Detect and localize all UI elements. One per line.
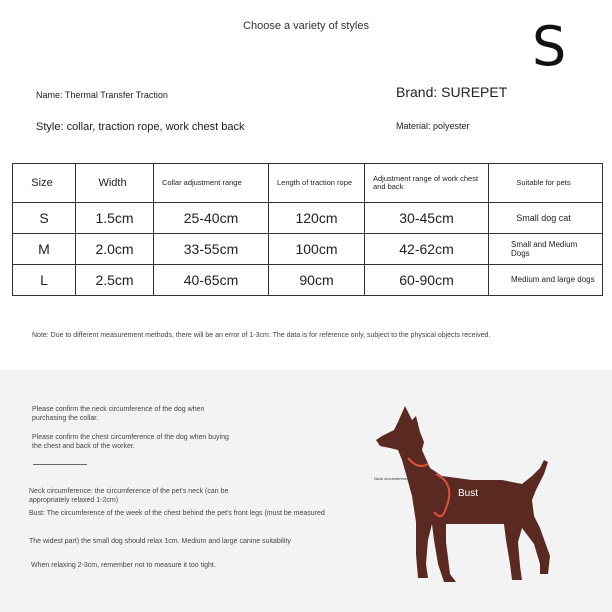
dog-diagram xyxy=(372,404,556,586)
header-cell: Width xyxy=(76,164,154,203)
bust-label: Bust xyxy=(458,488,479,499)
table-cell: L xyxy=(13,265,76,296)
table-cell: 60-90cm xyxy=(365,265,489,296)
table-cell: 30-45cm xyxy=(365,203,489,234)
header-cell: Size xyxy=(13,164,76,203)
widest-part-text: The widest part) the small dog should relax 1cm. Medium and large canine suitability xyxy=(29,538,291,545)
table-cell: 120cm xyxy=(269,203,365,234)
table-cell: 100cm xyxy=(269,234,365,265)
size-letter: S xyxy=(532,15,567,78)
confirm-chest-text: Please confirm the chest circumference of the dog when buying the chest and back of the worker. xyxy=(32,434,229,450)
table-cell: 33-55cm xyxy=(154,234,269,265)
table-cell: Small and Medium Dogs xyxy=(489,234,603,265)
confirm-neck-text: Please confirm the neck circumference of the dog when purchasing the collar. xyxy=(32,406,205,422)
neck-label: Neck circumference xyxy=(374,476,410,481)
table-cell: 25-40cm xyxy=(154,203,269,234)
product-style: Style: collar, traction rope, work chest back xyxy=(36,121,245,133)
neck-definition: Neck circumference: the circumference of the pet's neck (can be appropriately relaxed 1-2cm) xyxy=(29,488,229,504)
brand: Brand: SUREPET xyxy=(396,84,508,100)
table-cell: 90cm xyxy=(269,265,365,296)
header-cell: Collar adjustment range xyxy=(154,164,269,203)
table-row xyxy=(13,234,603,265)
table-row xyxy=(13,265,603,296)
table-cell: 1.5cm xyxy=(76,203,154,234)
table-cell: 2.0cm xyxy=(76,234,154,265)
table-cell: 40-65cm xyxy=(154,265,269,296)
divider xyxy=(33,464,87,465)
material: Material: polyester xyxy=(396,121,470,131)
table-cell: 2.5cm xyxy=(76,265,154,296)
bust-definition: Bust: The circumference of the week of the chest behind the pet's front legs (must be measured xyxy=(29,510,325,517)
size-table xyxy=(12,163,603,296)
header-cell: Adjustment range of work chest and back xyxy=(365,164,489,203)
product-name: Name: Thermal Transfer Traction xyxy=(36,90,168,100)
measurement-note: Note: Due to different measurement methods, there will be an error of 1-3cm. The data is for reference only, subject to the physical objects received. xyxy=(32,332,491,339)
relax-text: When relaxing 2-3cm, remember not to measure it too tight. xyxy=(31,562,216,569)
header-cell: Length of traction rope xyxy=(269,164,365,203)
table-cell: 42-62cm xyxy=(365,234,489,265)
header-cell: Suitable for pets xyxy=(489,164,603,203)
table-cell: Medium and large dogs xyxy=(489,265,603,296)
table-cell: S xyxy=(13,203,76,234)
table-cell: M xyxy=(13,234,76,265)
page-title: Choose a variety of styles xyxy=(243,20,369,32)
table-header-row xyxy=(13,164,603,203)
table-cell: Small dog cat xyxy=(489,203,603,234)
table-row xyxy=(13,203,603,234)
